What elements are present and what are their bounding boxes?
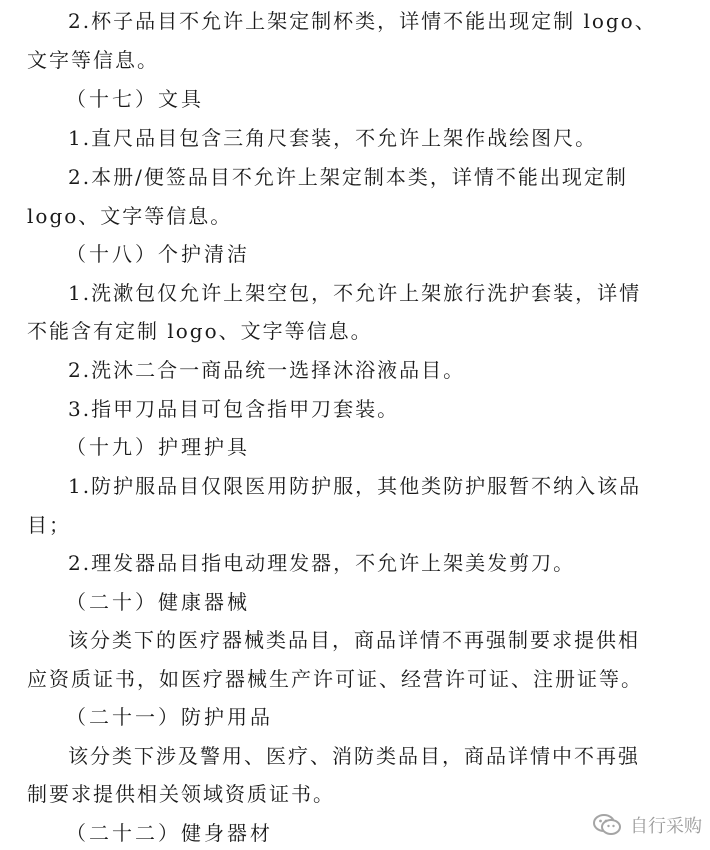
paragraph-line: 应资质证书，如医疗器械生产许可证、经营许可证、注册证等。 [27, 667, 643, 691]
paragraph-line: 制要求提供相关领域资质证书。 [27, 782, 335, 806]
paragraph-line: 2.洗沐二合一商品统一选择沐浴液品目。 [68, 358, 466, 382]
paragraph-line: 目； [27, 513, 71, 537]
wechat-icon [592, 812, 622, 838]
paragraph-line: 1.防护服品目仅限医用防护服，其他类防护服暂不纳入该品 [68, 474, 642, 498]
section-heading: （十八）个护清洁 [66, 242, 250, 266]
paragraph-line: 该分类下的医疗器械类品目，商品详情不再强制要求提供相 [68, 628, 640, 652]
paragraph-line: 2.本册/便签品目不允许上架定制本类，详情不能出现定制 [68, 165, 628, 189]
section-heading: （十七）文具 [66, 87, 204, 111]
paragraph-line: 2.杯子品目不允许上架定制杯类，详情不能出现定制 logo、 [68, 9, 657, 33]
paragraph-line: 2.理发器品目指电动理发器，不允许上架美发剪刀。 [68, 551, 576, 575]
paragraph-line: 1.洗漱包仅允许上架空包，不允许上架旅行洗护套装，详情 [68, 281, 642, 305]
section-heading: （二十）健康器械 [66, 590, 250, 614]
paragraph-line: 1.直尺品目包含三角尺套装，不允许上架作战绘图尺。 [68, 126, 598, 150]
paragraph-line: 不能含有定制 logo、文字等信息。 [27, 319, 373, 343]
section-heading: （二十二）健身器材 [66, 821, 273, 845]
paragraph-line: logo、文字等信息。 [27, 204, 233, 228]
section-heading: （二十一）防护用品 [66, 705, 273, 729]
paragraph-line: 3.指甲刀品目可包含指甲刀套装。 [68, 397, 400, 421]
section-heading: （十九）护理护具 [66, 435, 250, 459]
watermark-text: 自行采购 [630, 816, 702, 837]
paragraph-line: 该分类下涉及警用、医疗、消防类品目，商品详情中不再强 [68, 744, 640, 768]
wechat-account-watermark [592, 808, 702, 842]
paragraph-line: 文字等信息。 [27, 48, 159, 72]
